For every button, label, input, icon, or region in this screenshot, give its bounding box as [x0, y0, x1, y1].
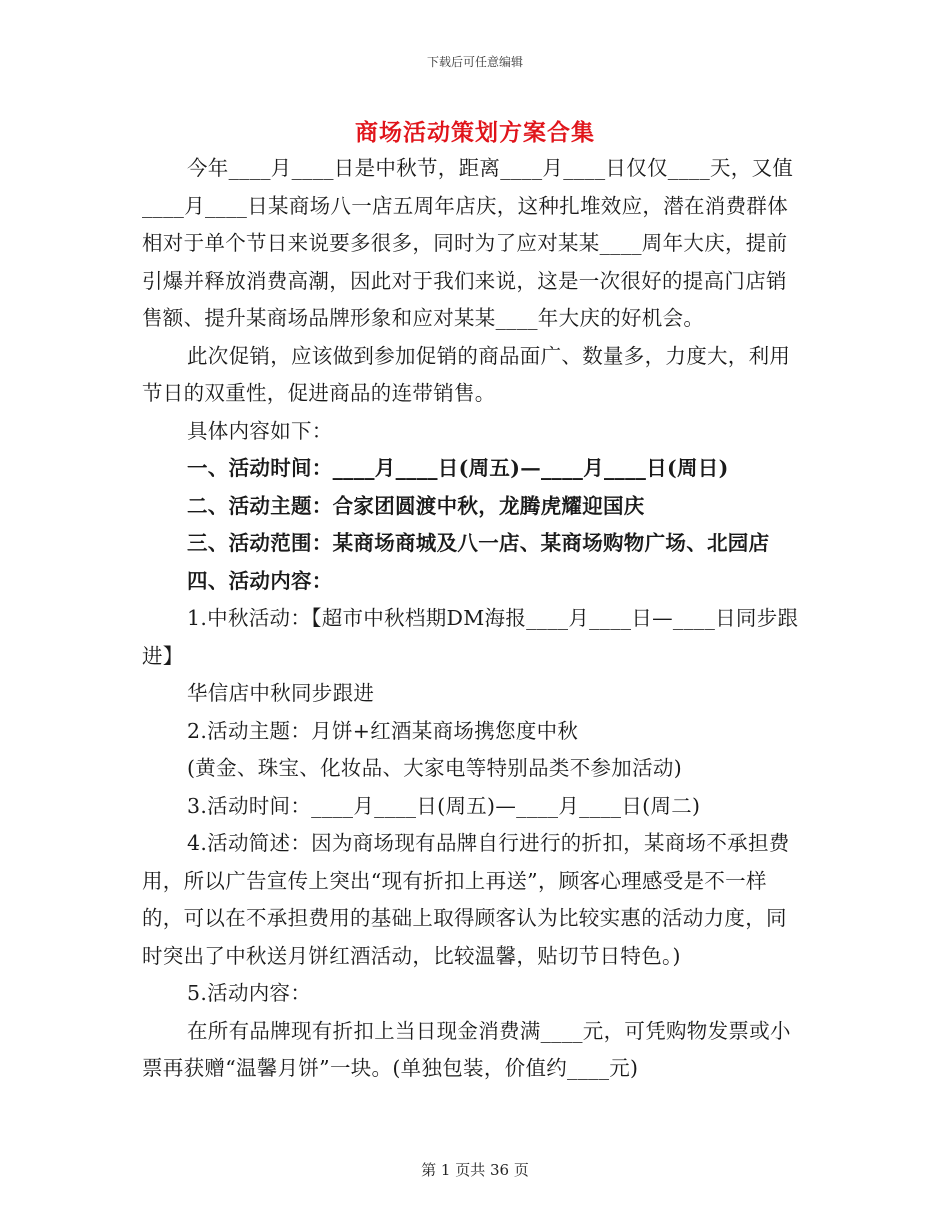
paragraph-intro: 今年____月____日是中秋节，距离____月____日仅仅____天，又值____月____日某商场八一店五周年店庆，这种扎堆效应，潜在消费群体相对于单个节日来说要多很多，同时为了应对某某____周年大庆，提前引爆并释放消费高潮，因此对于我们来说，这是一次很好的提高门店销售额、提升某商场品牌形象和应对某某____年大庆的好机会。	[142, 156, 794, 330]
heading-activity-time: 一、活动时间：____月____日(周五)—____月____日(周日)	[187, 456, 729, 480]
item-excluded-categories: (黄金、珠宝、化妆品、大家电等特别品类不参加活动)	[187, 756, 682, 780]
heading-activity-scope: 三、活动范围：某商场商城及八一店、某商场购物广场、北园店	[187, 531, 770, 555]
heading-activity-theme: 二、活动主题：合家团圆渡中秋，龙腾虎耀迎国庆	[187, 493, 645, 518]
item-huaxin-store: 华信店中秋同步跟进	[187, 681, 375, 705]
page-footer: 第 1 页共 36 页	[421, 1161, 529, 1179]
item-activity-summary: 4.活动简述：因为商场现有品牌自行进行的折扣，某商场不承担费用，所以广告宣传上突出“现有折扣上再送”，顾客心理感受是不一样的，可以在不承担费用的基础上取得顾客认为比较实惠的活动力度，同时突出了中秋送月饼红酒活动，比较温馨，贴切节日特色。)	[142, 831, 790, 968]
document-body	[142, 150, 804, 1088]
page-header: 下载后可任意编辑	[426, 55, 523, 69]
item-gift-offer: 在所有品牌现有折扣上当日现金消费满____元，可凭购物发票或小票再获赠“温馨月饼”一块。(单独包装，价值约____元)	[142, 1018, 791, 1080]
item-activity-content: 5.活动内容：	[187, 981, 312, 1005]
item-activity-theme: 2.活动主题：月饼+红酒某商场携您度中秋	[187, 718, 579, 743]
paragraph-details-intro: 具体内容如下：	[187, 418, 333, 443]
item-mid-autumn-activity: 1.中秋活动：【超市中秋档期DM海报____月____日—____日同步跟进】	[142, 606, 799, 668]
heading-activity-content: 四、活动内容：	[187, 568, 333, 593]
paragraph-promotion: 此次促销，应该做到参加促销的商品面广、数量多，力度大，利用节日的双重性，促进商品的连带销售。	[142, 343, 791, 405]
item-activity-time: 3.活动时间：____月____日(周五)—____月____日(周二)	[187, 793, 701, 818]
document-title: 商场活动策划方案合集	[355, 119, 595, 146]
